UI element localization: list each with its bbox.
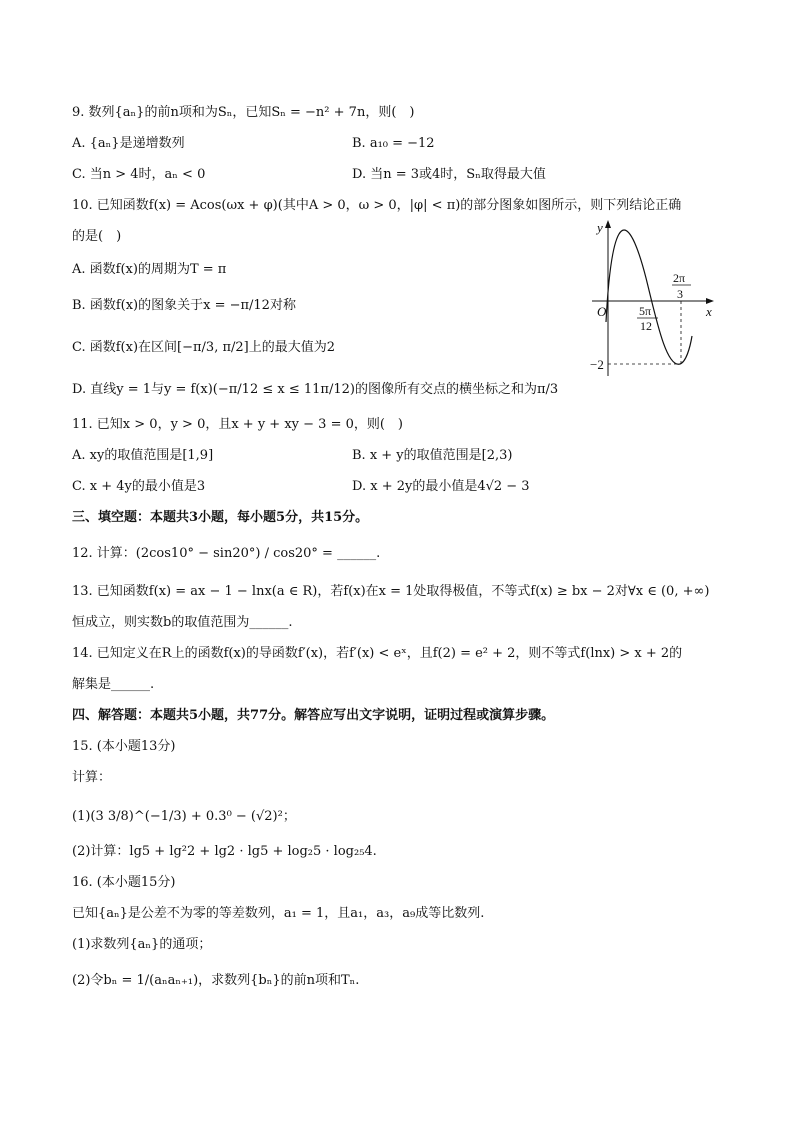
cosine-graph-figure [588, 218, 718, 378]
q10-stem-line1: 10. 已知函数f(x) = Acos(ωx + φ)(其中A > 0，ω > 0，|φ| < π)的部分图象如图所示，则下列结论正确 [72, 198, 682, 213]
label-2pi3-denominator: 3 [677, 287, 683, 301]
q16-part1: (1)求数列{aₙ}的通项； [72, 937, 212, 952]
q14-line2: 解集是______. [72, 677, 155, 692]
q10-option-a: A. 函数f(x)的周期为T = π [72, 262, 227, 277]
q11-option-b: B. x + y的取值范围是[2,3) [352, 448, 513, 463]
q10-option-d: D. 直线y = 1与y = f(x)(−π/12 ≤ x ≤ 11π/12)的图像所有交点的横坐标之和为π/3 [72, 382, 559, 397]
q10-option-b: B. 函数f(x)的图象关于x = −π/12对称 [72, 298, 296, 313]
section-3-heading: 三、填空题：本题共3小题，每小题5分，共15分。 [72, 510, 369, 525]
q11-option-c: C. x + 4y的最小值是3 [72, 479, 206, 494]
q15-intro: 计算： [72, 770, 112, 785]
q16-intro: 已知{aₙ}是公差不为零的等差数列，a₁ = 1，且a₁，a₃，a₉成等比数列. [72, 906, 485, 921]
origin-label: O [597, 304, 607, 319]
q10-option-c: C. 函数f(x)在区间[−π/3, π/2]上的最大值为2 [72, 340, 335, 355]
label-2pi3-numerator: 2π [673, 271, 686, 285]
q14-line1: 14. 已知定义在R上的函数f(x)的导函数f′(x)，若f′(x) < eˣ，且f(2) = e² + 2，则不等式f(lnx) > x + 2的 [72, 646, 683, 661]
q11-stem: 11. 已知x > 0，y > 0，且x + y + xy − 3 = 0，则( ) [72, 417, 404, 432]
label-5pi12-denominator: 12 [640, 319, 652, 333]
q11-option-d: D. x + 2y的最小值是4√2 − 3 [352, 479, 530, 494]
label-minus-2: −2 [590, 357, 604, 372]
q9-option-b: B. a₁₀ = −12 [352, 136, 435, 151]
q12-text: 12. 计算：(2cos10° − sin20°) / cos20° = ______. [72, 546, 381, 561]
q9-stem: 9. 数列{aₙ}的前n项和为Sₙ，已知Sₙ = −n² + 7n，则( ) [72, 105, 415, 120]
q13-line2: 恒成立，则实数b的取值范围为______. [72, 615, 293, 630]
q10-stem-line2: 的是( ) [72, 229, 122, 244]
q15-part2: (2)计算：lg5 + lg²2 + lg2 · lg5 + log₂5 · log₂₅4. [72, 844, 377, 859]
q16-heading: 16. (本小题15分) [72, 875, 176, 890]
y-axis-arrow [605, 220, 611, 228]
q15-part1: (1)(3 3/8)^(−1/3) + 0.3⁰ − (√2)²； [72, 809, 296, 824]
q15-heading: 15. (本小题13分) [72, 739, 176, 754]
q11-option-a: A. xy的取值范围是[1,9] [72, 448, 214, 463]
q13-line1: 13. 已知函数f(x) = ax − 1 − lnx(a ∈ R)，若f(x)在x = 1处取得极值，不等式f(x) ≥ bx − 2对∀x ∈ (0, +∞) [72, 584, 710, 599]
x-axis-label: x [706, 304, 712, 319]
label-5pi12-numerator: 5π [639, 304, 652, 318]
y-axis-label: y [597, 220, 603, 235]
section-4-heading: 四、解答题：本题共5小题，共77分。解答应写出文字说明，证明过程或演算步骤。 [72, 708, 555, 723]
q9-option-d: D. 当n = 3或4时，Sₙ取得最大值 [352, 167, 546, 182]
q9-option-c: C. 当n > 4时，aₙ < 0 [72, 167, 206, 182]
q9-option-a: A. {aₙ}是递增数列 [72, 136, 185, 151]
q16-part2: (2)令bₙ = 1/(aₙaₙ₊₁)，求数列{bₙ}的前n项和Tₙ. [72, 973, 360, 988]
